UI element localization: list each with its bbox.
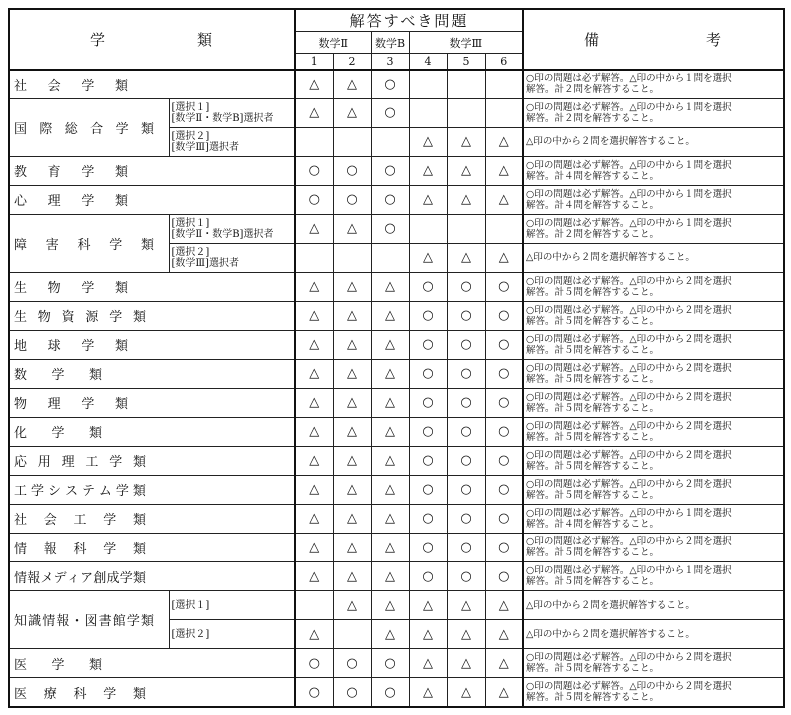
department-name-text: 医 療 科 学 類	[14, 686, 146, 702]
answer-mark: △	[409, 620, 447, 649]
answer-mark: △	[447, 620, 485, 649]
answer-mark: △	[295, 330, 333, 359]
remarks-note-line: ○印の問題は必ず解答。△印の中から１問を選択	[526, 565, 732, 577]
answer-mark: △	[295, 214, 333, 243]
remarks-note	[523, 127, 784, 156]
table-row	[9, 98, 784, 127]
department-name-text: 生 物 学 類	[14, 281, 128, 297]
answer-mark: △	[333, 272, 371, 301]
remarks-note-line: 解答。計５問を解答すること。	[526, 344, 660, 356]
answer-mark	[409, 214, 447, 243]
answer-mark: △	[295, 562, 333, 591]
answer-mark: ○	[371, 678, 409, 707]
department-name-text: 化 学 類	[14, 426, 102, 442]
department-name-text: 心 理 学 類	[14, 194, 128, 210]
department-name-text: 社 会 工 学 類	[14, 513, 146, 529]
table-row	[9, 330, 784, 359]
department-name	[9, 98, 169, 156]
remarks-note-line: ○印の問題は必ず解答。△印の中から２問を選択	[526, 304, 732, 316]
department-name	[9, 330, 295, 359]
answer-mark: △	[295, 620, 333, 649]
answer-mark: ○	[333, 185, 371, 214]
remarks-note-line: 解答。計４問を解答すること。	[526, 518, 660, 530]
table-row	[9, 214, 784, 243]
answer-mark: △	[409, 156, 447, 185]
answer-mark: △	[409, 678, 447, 707]
remarks-note-line: 解答。計５問を解答すること。	[526, 402, 660, 414]
answer-mark: △	[333, 330, 371, 359]
department-name-text: 生 物 資 源 学 類	[14, 310, 146, 326]
answer-mark	[371, 127, 409, 156]
table-row	[9, 533, 784, 562]
answer-mark: ○	[485, 417, 523, 446]
remarks-note-line: 解答。計２問を解答すること。	[526, 112, 660, 124]
answer-mark	[333, 243, 371, 272]
answer-mark: △	[333, 504, 371, 533]
remarks-note-line: 解答。計５問を解答すること。	[526, 460, 660, 472]
answer-mark: ○	[409, 446, 447, 475]
answer-mark: △	[447, 185, 485, 214]
remarks-note	[523, 649, 784, 678]
answer-mark: △	[333, 70, 371, 99]
department-name-text: 教 育 学 類	[14, 165, 128, 181]
remarks-header-char-1: 備	[584, 30, 602, 49]
table-row	[9, 301, 784, 330]
answer-mark: △	[485, 649, 523, 678]
answer-mark: △	[295, 70, 333, 99]
answer-mark: ○	[447, 533, 485, 562]
remarks-note	[523, 359, 784, 388]
subject-mathb-header: 数学B	[371, 32, 409, 54]
answer-mark: △	[371, 620, 409, 649]
answer-mark: ○	[485, 272, 523, 301]
answer-mark	[333, 127, 371, 156]
remarks-note-line: 解答。計２問を解答すること。	[526, 84, 660, 96]
answer-mark: ○	[485, 562, 523, 591]
answer-mark: △	[333, 359, 371, 388]
answer-mark: ○	[485, 359, 523, 388]
answer-mark: △	[333, 591, 371, 620]
remarks-note-line: ○印の問題は必ず解答。△印の中から１問を選択	[526, 507, 732, 519]
answer-mark	[447, 70, 485, 99]
answer-mark: ○	[295, 649, 333, 678]
answer-mark: ○	[485, 388, 523, 417]
answer-mark: ○	[409, 562, 447, 591]
answer-mark	[485, 214, 523, 243]
answer-mark: ○	[409, 504, 447, 533]
problem-number: 1	[295, 54, 333, 70]
selection-option-line: [数学Ⅲ]選択者	[171, 257, 239, 269]
remarks-note-line: ○印の問題は必ず解答。△印の中から２問を選択	[526, 420, 732, 432]
remarks-note-line: ○印の問題は必ず解答。△印の中から１問を選択	[526, 217, 732, 229]
dept-header-char-1: 学	[90, 30, 108, 49]
answer-mark: △	[447, 127, 485, 156]
answer-mark: △	[485, 127, 523, 156]
answer-mark: ○	[447, 446, 485, 475]
answer-mark: △	[333, 388, 371, 417]
table-row	[9, 562, 784, 591]
answer-mark: △	[485, 678, 523, 707]
answer-mark: ○	[409, 533, 447, 562]
department-name	[9, 185, 295, 214]
answer-mark	[485, 98, 523, 127]
remarks-note	[523, 678, 784, 707]
remarks-note-line: 解答。計５問を解答すること。	[526, 576, 660, 588]
remarks-note-line: 解答。計４問を解答すること。	[526, 199, 660, 211]
table-row	[9, 388, 784, 417]
answer-mark: △	[485, 620, 523, 649]
answer-mark: ○	[485, 475, 523, 504]
remarks-header-char-2: 考	[706, 30, 724, 49]
table-row	[9, 359, 784, 388]
department-name	[9, 649, 295, 678]
answer-mark	[409, 70, 447, 99]
department-name	[9, 272, 295, 301]
remarks-note-line: △印の中から２問を選択解答すること。	[526, 136, 695, 148]
answer-mark: △	[333, 533, 371, 562]
answer-mark: △	[333, 475, 371, 504]
department-name-text: 社 会 学 類	[14, 78, 128, 94]
remarks-note-line: 解答。計５問を解答すること。	[526, 315, 660, 327]
remarks-note	[523, 562, 784, 591]
answer-mark: △	[447, 243, 485, 272]
remarks-note	[523, 388, 784, 417]
answer-mark: ○	[295, 156, 333, 185]
selection-option-line: [選択１]	[171, 101, 210, 113]
remarks-note	[523, 591, 784, 620]
remarks-note-line: ○印の問題は必ず解答。△印の中から１問を選択	[526, 188, 732, 200]
remarks-note	[523, 185, 784, 214]
answer-mark: ○	[409, 417, 447, 446]
answer-mark: △	[447, 156, 485, 185]
remarks-note-line: 解答。計５問を解答すること。	[526, 431, 660, 443]
answer-mark: △	[409, 243, 447, 272]
subject-math3-header: 数学Ⅲ	[409, 32, 523, 54]
table-row	[9, 446, 784, 475]
department-name	[9, 446, 295, 475]
answer-mark: △	[371, 417, 409, 446]
remarks-note	[523, 533, 784, 562]
answer-mark: ○	[447, 272, 485, 301]
remarks-note	[523, 417, 784, 446]
department-name-text: 物 理 学 類	[14, 397, 128, 413]
answer-mark: ○	[485, 330, 523, 359]
department-name	[9, 156, 295, 185]
selection-option	[169, 243, 295, 272]
remarks-note-line: ○印の問題は必ず解答。△印の中から２問を選択	[526, 449, 732, 461]
answer-mark: ○	[409, 359, 447, 388]
selection-option	[169, 620, 295, 649]
answer-mark: ○	[409, 330, 447, 359]
remarks-note	[523, 301, 784, 330]
remarks-note	[523, 70, 784, 99]
answer-mark: ○	[371, 98, 409, 127]
remarks-note-line: 解答。計５問を解答すること。	[526, 547, 660, 559]
answer-mark	[447, 98, 485, 127]
answer-mark: △	[371, 446, 409, 475]
answer-mark: ○	[485, 504, 523, 533]
department-name-text: 障 害 科 学 類	[14, 237, 154, 253]
answer-mark: △	[485, 243, 523, 272]
subject-math2-header: 数学Ⅱ	[295, 32, 371, 54]
answer-mark: ○	[371, 649, 409, 678]
department-name-text: 情 報 科 学 類	[14, 541, 146, 557]
table-row	[9, 678, 784, 707]
answer-mark	[295, 243, 333, 272]
answer-mark: △	[371, 330, 409, 359]
table-row	[9, 591, 784, 620]
department-name-text: 知 識 情 報 ・ 図 書 館 学 類	[14, 614, 154, 630]
selection-option	[169, 98, 295, 127]
answer-mark: ○	[295, 678, 333, 707]
answer-mark: ○	[295, 185, 333, 214]
remarks-note-line: ○印の問題は必ず解答。△印の中から１問を選択	[526, 73, 732, 85]
answer-mark: △	[333, 301, 371, 330]
remarks-note	[523, 243, 784, 272]
answer-mark: △	[295, 388, 333, 417]
answer-mark: ○	[447, 562, 485, 591]
department-name	[9, 388, 295, 417]
remarks-note-line: 解答。計５問を解答すること。	[526, 692, 660, 704]
selection-option	[169, 214, 295, 243]
answer-mark: ○	[333, 649, 371, 678]
answer-mark: △	[485, 185, 523, 214]
table-row	[9, 504, 784, 533]
answer-mark: △	[485, 591, 523, 620]
selection-option-line: [選択１]	[171, 599, 210, 611]
answer-mark: ○	[485, 301, 523, 330]
answer-mark: △	[371, 562, 409, 591]
answer-mark: ○	[371, 156, 409, 185]
answer-mark: △	[371, 301, 409, 330]
answer-mark: ○	[447, 301, 485, 330]
problem-selection-table	[8, 8, 785, 708]
answer-mark: △	[371, 504, 409, 533]
answer-mark: △	[371, 272, 409, 301]
remarks-note-line: ○印の問題は必ず解答。△印の中から２問を選択	[526, 391, 732, 403]
answer-mark: ○	[409, 301, 447, 330]
selection-option-line: [数学Ⅲ]選択者	[171, 141, 239, 153]
dept-column-header	[9, 9, 295, 70]
table-row	[9, 272, 784, 301]
answer-mark: ○	[447, 359, 485, 388]
remarks-note-line: ○印の問題は必ず解答。△印の中から２問を選択	[526, 536, 732, 548]
remarks-column-header	[523, 9, 784, 70]
answer-mark: ○	[333, 678, 371, 707]
department-name	[9, 417, 295, 446]
answer-mark	[295, 591, 333, 620]
answer-mark: △	[485, 156, 523, 185]
remarks-note-line: △印の中から２問を選択解答すること。	[526, 628, 695, 640]
remarks-note-line: 解答。計５問を解答すること。	[526, 489, 660, 501]
answer-mark: ○	[485, 533, 523, 562]
answer-mark	[409, 98, 447, 127]
department-name	[9, 475, 295, 504]
table-row	[9, 185, 784, 214]
answer-mark: ○	[485, 446, 523, 475]
remarks-note-line: 解答。計４問を解答すること。	[526, 170, 660, 182]
answer-mark: ○	[409, 475, 447, 504]
department-name	[9, 591, 169, 649]
answer-mark: ○	[371, 185, 409, 214]
answer-mark: ○	[333, 156, 371, 185]
remarks-note-line: ○印の問題は必ず解答。△印の中から２問を選択	[526, 333, 732, 345]
remarks-note-line: △印の中から２問を選択解答すること。	[526, 252, 695, 264]
department-name-text: 数 学 類	[14, 368, 102, 384]
dept-header-char-2: 類	[196, 30, 214, 49]
answer-mark	[371, 243, 409, 272]
remarks-note-line: ○印の問題は必ず解答。△印の中から２問を選択	[526, 681, 732, 693]
selection-option-line: [選択２]	[171, 130, 210, 142]
department-name-text: 医 学 類	[14, 657, 102, 673]
table-body	[9, 70, 784, 708]
remarks-note-line: ○印の問題は必ず解答。△印の中から１問を選択	[526, 101, 732, 113]
answer-mark	[447, 214, 485, 243]
answer-mark: △	[409, 649, 447, 678]
answer-mark: △	[409, 185, 447, 214]
answer-mark: △	[371, 475, 409, 504]
answer-mark	[485, 70, 523, 99]
answer-mark: ○	[447, 417, 485, 446]
remarks-note	[523, 98, 784, 127]
problems-header: 解答すべき問題	[295, 9, 523, 32]
remarks-note	[523, 504, 784, 533]
selection-option	[169, 591, 295, 620]
answer-mark: ○	[409, 388, 447, 417]
remarks-note-line: 解答。計５問を解答すること。	[526, 663, 660, 675]
answer-mark: △	[333, 98, 371, 127]
answer-mark: △	[371, 359, 409, 388]
answer-mark: ○	[371, 70, 409, 99]
remarks-note-line: ○印の問題は必ず解答。△印の中から２問を選択	[526, 478, 732, 490]
answer-mark	[333, 620, 371, 649]
table-row	[9, 475, 784, 504]
remarks-note	[523, 330, 784, 359]
answer-mark: △	[295, 533, 333, 562]
answer-mark: △	[409, 127, 447, 156]
remarks-note	[523, 475, 784, 504]
department-name	[9, 678, 295, 707]
selection-option-line: [選択２]	[171, 246, 210, 258]
remarks-note	[523, 214, 784, 243]
selection-option-line: [選択１]	[171, 217, 210, 229]
selection-option-line: [数学Ⅱ・数学B]選択者	[171, 228, 274, 240]
answer-mark: ○	[371, 214, 409, 243]
answer-mark: △	[333, 214, 371, 243]
remarks-note-line: 解答。計５問を解答すること。	[526, 373, 660, 385]
table-row	[9, 417, 784, 446]
department-name	[9, 214, 169, 272]
answer-mark: △	[295, 98, 333, 127]
selection-option-line: [数学Ⅱ・数学B]選択者	[171, 112, 274, 124]
selection-option-line: [選択２]	[171, 628, 210, 640]
answer-mark: ○	[447, 330, 485, 359]
remarks-note	[523, 156, 784, 185]
table-row	[9, 70, 784, 99]
department-name	[9, 301, 295, 330]
department-name-text: 応 用 理 工 学 類	[14, 455, 146, 471]
answer-mark: △	[333, 446, 371, 475]
answer-mark: △	[295, 475, 333, 504]
answer-mark: △	[295, 272, 333, 301]
answer-mark: ○	[409, 272, 447, 301]
remarks-note-line: ○印の問題は必ず解答。△印の中から２問を選択	[526, 652, 732, 664]
remarks-note	[523, 446, 784, 475]
answer-mark: △	[295, 301, 333, 330]
department-name	[9, 562, 295, 591]
remarks-note-line: 解答。計２問を解答すること。	[526, 228, 660, 240]
answer-mark: △	[447, 591, 485, 620]
remarks-note-line: ○印の問題は必ず解答。△印の中から２問を選択	[526, 362, 732, 374]
answer-mark: △	[295, 359, 333, 388]
answer-mark: △	[295, 504, 333, 533]
selection-option	[169, 127, 295, 156]
table-row	[9, 649, 784, 678]
answer-mark: △	[371, 388, 409, 417]
answer-mark: △	[371, 591, 409, 620]
department-name-text: 情 報 メ デ ィ ア 創 成 学 類	[14, 570, 146, 586]
remarks-note-line: ○印の問題は必ず解答。△印の中から１問を選択	[526, 159, 732, 171]
remarks-note	[523, 620, 784, 649]
answer-mark	[295, 127, 333, 156]
problem-number: 4	[409, 54, 447, 70]
department-name-text: 工 学 シ ス テ ム 学 類	[14, 484, 146, 500]
department-name-text: 国 際 総 合 学 類	[14, 121, 154, 137]
answer-mark: △	[333, 562, 371, 591]
remarks-note	[523, 272, 784, 301]
department-name	[9, 70, 295, 99]
answer-mark: △	[447, 649, 485, 678]
problem-number: 3	[371, 54, 409, 70]
answer-mark: △	[333, 417, 371, 446]
answer-mark: △	[409, 591, 447, 620]
department-name	[9, 359, 295, 388]
answer-mark: ○	[447, 504, 485, 533]
answer-mark: △	[295, 446, 333, 475]
department-name-text: 地 球 学 類	[14, 339, 128, 355]
problem-number: 2	[333, 54, 371, 70]
answer-mark: ○	[447, 475, 485, 504]
answer-mark: △	[295, 417, 333, 446]
remarks-note-line: ○印の問題は必ず解答。△印の中から２問を選択	[526, 275, 732, 287]
department-name	[9, 504, 295, 533]
department-name	[9, 533, 295, 562]
remarks-note-line: △印の中から２問を選択解答すること。	[526, 599, 695, 611]
answer-mark: △	[371, 533, 409, 562]
answer-mark: △	[447, 678, 485, 707]
problem-number: 6	[485, 54, 523, 70]
table-row	[9, 156, 784, 185]
remarks-note-line: 解答。計５問を解答すること。	[526, 286, 660, 298]
problem-number: 5	[447, 54, 485, 70]
answer-mark: ○	[447, 388, 485, 417]
